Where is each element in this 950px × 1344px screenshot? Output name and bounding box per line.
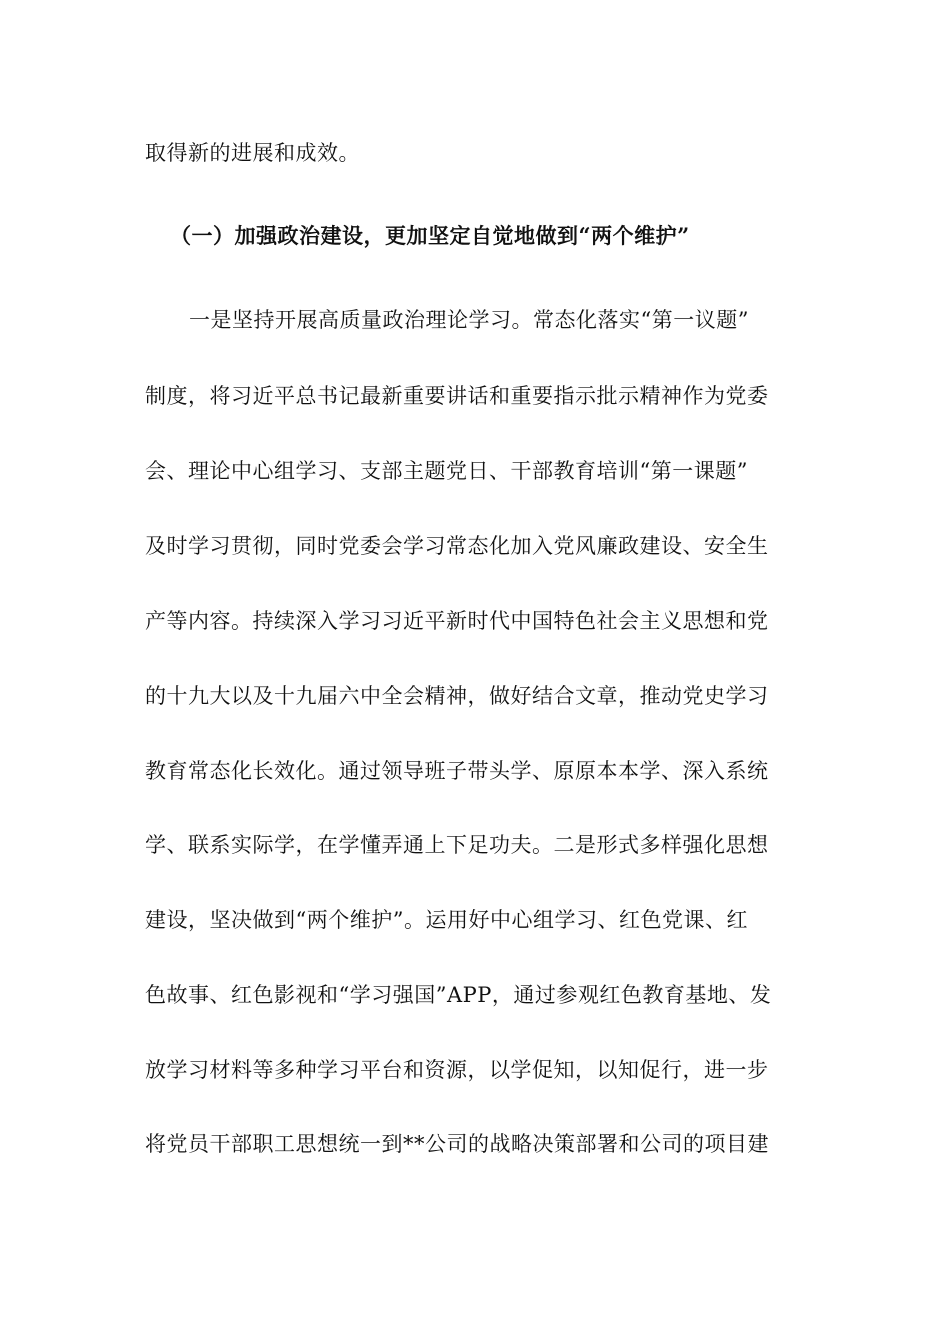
paragraph-line: 及时学习贯彻，同时党委会学习常态化加入党风廉政建设、安全生 xyxy=(145,534,769,558)
paragraph-line: 教育常态化长效化。通过领导班子带头学、原原本本学、深入系统 xyxy=(145,759,769,783)
paragraph-line: 的十九大以及十九届六中全会精神，做好结合文章，推动党史学习 xyxy=(145,684,769,708)
paragraph-line: 会、理论中心组学习、支部主题党日、干部教育培训“第一课题” xyxy=(145,459,748,483)
paragraph-line: 制度，将习近平总书记最新重要讲话和重要指示批示精神作为党委 xyxy=(145,384,769,408)
paragraph-line: 放学习材料等多种学习平台和资源，以学促知，以知促行，进一步 xyxy=(145,1058,769,1082)
paragraph-line: 色故事、红色影视和“学习强国”APP，通过参观红色教育基地、发 xyxy=(145,983,772,1007)
paragraph-line: 将党员干部职工思想统一到**公司的战略决策部署和公司的项目建 xyxy=(145,1132,769,1156)
paragraph-line: 一是坚持开展高质量政治理论学习。常态化落实“第一议题” xyxy=(189,308,749,332)
paragraph-line: 学、联系实际学，在学懂弄通上下足功夫。二是形式多样强化思想 xyxy=(145,833,769,857)
section-heading: （一）加强政治建设，更加坚定自觉地做到“两个维护” xyxy=(170,223,690,248)
paragraph-line: 建设，坚决做到“两个维护”。运用好中心组学习、红色党课、红 xyxy=(145,908,748,932)
paragraph-line: 取得新的进展和成效。 xyxy=(145,141,360,165)
paragraph-line: 产等内容。持续深入学习习近平新时代中国特色社会主义思想和党 xyxy=(145,609,769,633)
